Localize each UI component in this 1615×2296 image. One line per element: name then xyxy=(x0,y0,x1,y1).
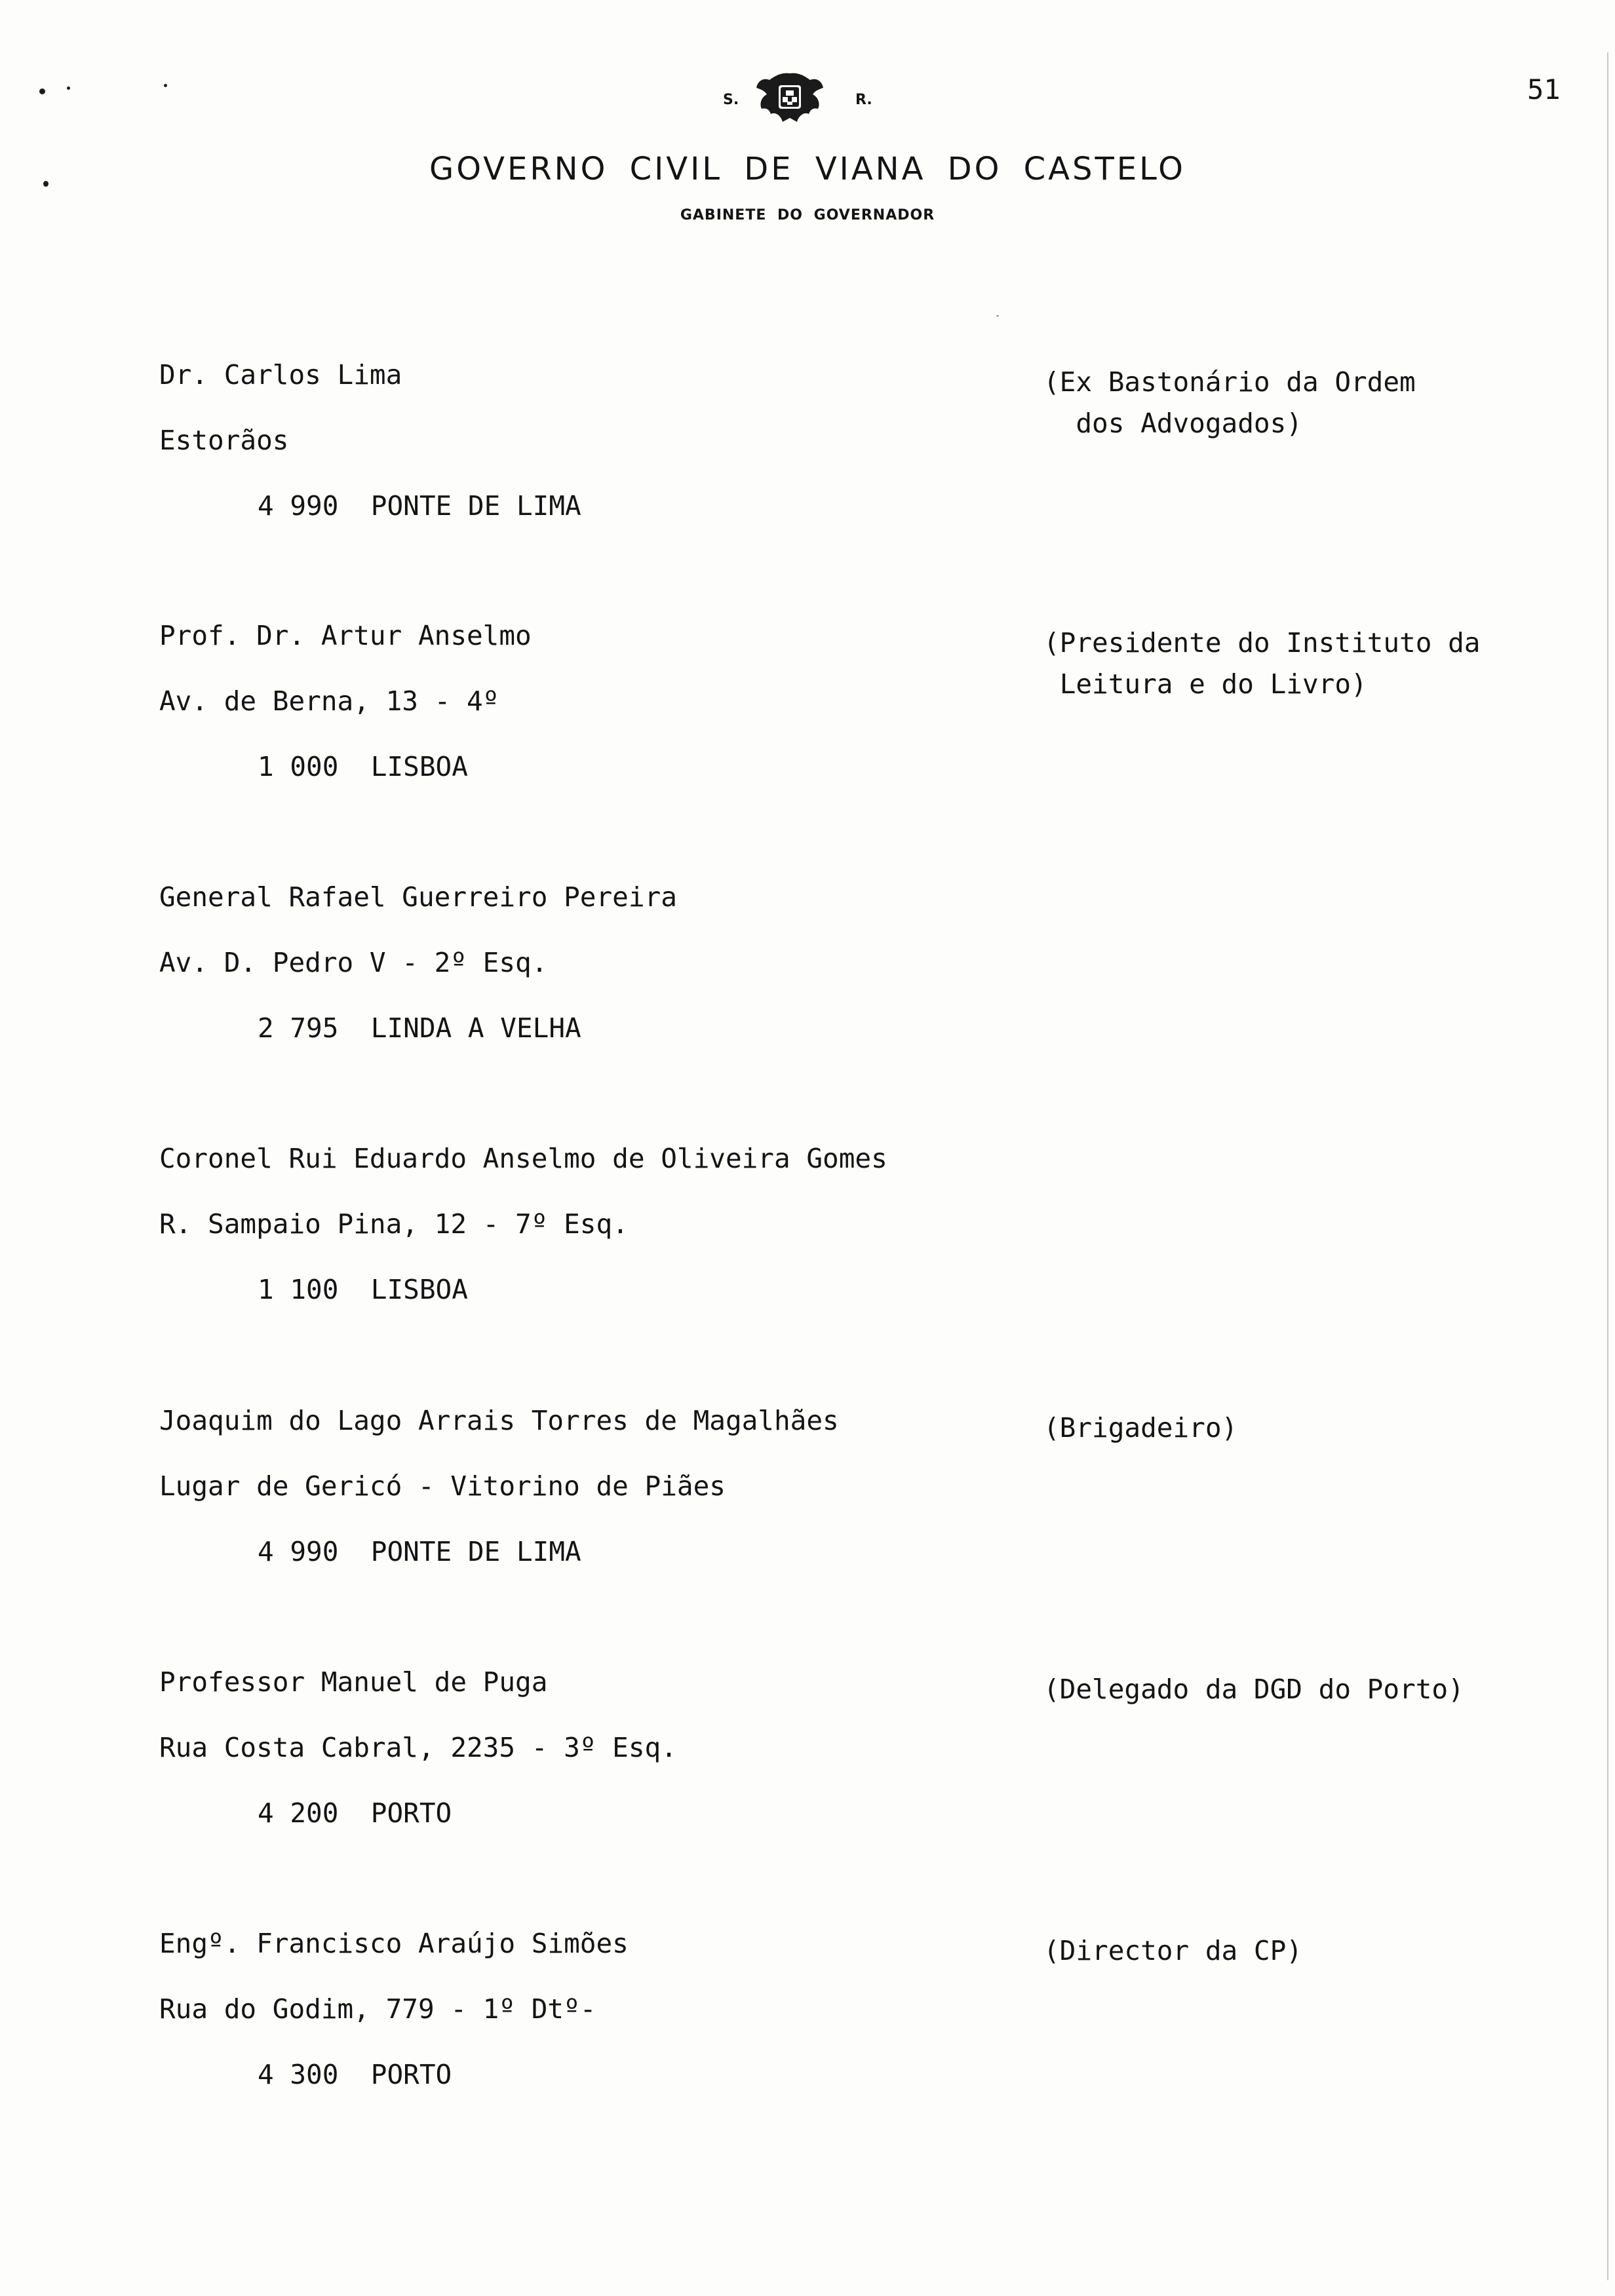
recipient-name: Prof. Dr. Artur Anselmo xyxy=(159,620,532,651)
street-address: Av. de Berna, 13 - 4º xyxy=(159,685,499,717)
seal-left-letter: S. xyxy=(723,92,739,108)
street-address: R. Sampaio Pina, 12 - 7º Esq. xyxy=(159,1208,629,1240)
recipient-name: Engº. Francisco Araújo Simões xyxy=(159,1928,629,1959)
street-address: Rua do Godim, 779 - 1º Dtº- xyxy=(159,1993,596,2025)
recipient-note: (Brigadeiro) xyxy=(1043,1412,1238,1444)
postal-code-city: 2 795 LINDA A VELHA xyxy=(258,1012,581,1044)
recipient-note: (Ex Bastonário da Ordem dos Advogados) xyxy=(1043,366,1416,439)
street-address: Av. D. Pedro V - 2º Esq. xyxy=(159,947,548,978)
address-entry xyxy=(0,359,1615,578)
address-entry xyxy=(0,881,1615,1100)
recipient-note: (Director da CP) xyxy=(1043,1935,1302,1966)
recipient-name: Dr. Carlos Lima xyxy=(159,359,402,391)
postal-code-city: 4 200 PORTO xyxy=(258,1797,452,1829)
address-entry xyxy=(0,1666,1615,1885)
address-entry xyxy=(0,1407,1615,1624)
recipient-note: (Presidente do Instituto da Leitura e do Livro) xyxy=(1043,627,1481,700)
postal-code-city: 4 990 PONTE DE LIMA xyxy=(258,1536,581,1567)
page-number: 51 xyxy=(1527,73,1561,105)
recipient-note: (Delegado da DGD do Porto) xyxy=(1043,1674,1464,1705)
seal-right-letter: R. xyxy=(855,92,872,108)
postal-code-city: 1 000 LISBOA xyxy=(258,751,468,782)
address-entry xyxy=(0,1145,1615,1362)
recipient-name: Joaquim do Lago Arrais Torres de Magalhães xyxy=(159,1405,839,1436)
recipient-name: Coronel Rui Eduardo Anselmo de Oliveira Gomes xyxy=(159,1143,887,1174)
street-address: Lugar de Gericó - Vitorino de Piães xyxy=(159,1470,726,1502)
street-address: Estorãos xyxy=(159,425,289,456)
letterhead-subtitle: GABINETE DO GOVERNADOR xyxy=(680,207,935,223)
postal-code-city: 4 990 PONTE DE LIMA xyxy=(258,490,581,522)
postal-code-city: 1 100 LISBOA xyxy=(258,1274,468,1305)
address-entry xyxy=(0,1930,1615,2147)
address-entry xyxy=(0,622,1615,839)
recipient-name: General Rafael Guerreiro Pereira xyxy=(159,881,677,913)
letterhead-title: GOVERNO CIVIL DE VIANA DO CASTELO xyxy=(429,151,1186,187)
recipient-name: Professor Manuel de Puga xyxy=(159,1666,548,1698)
postal-code-city: 4 300 PORTO xyxy=(258,2059,452,2090)
street-address: Rua Costa Cabral, 2235 - 3º Esq. xyxy=(159,1732,677,1763)
